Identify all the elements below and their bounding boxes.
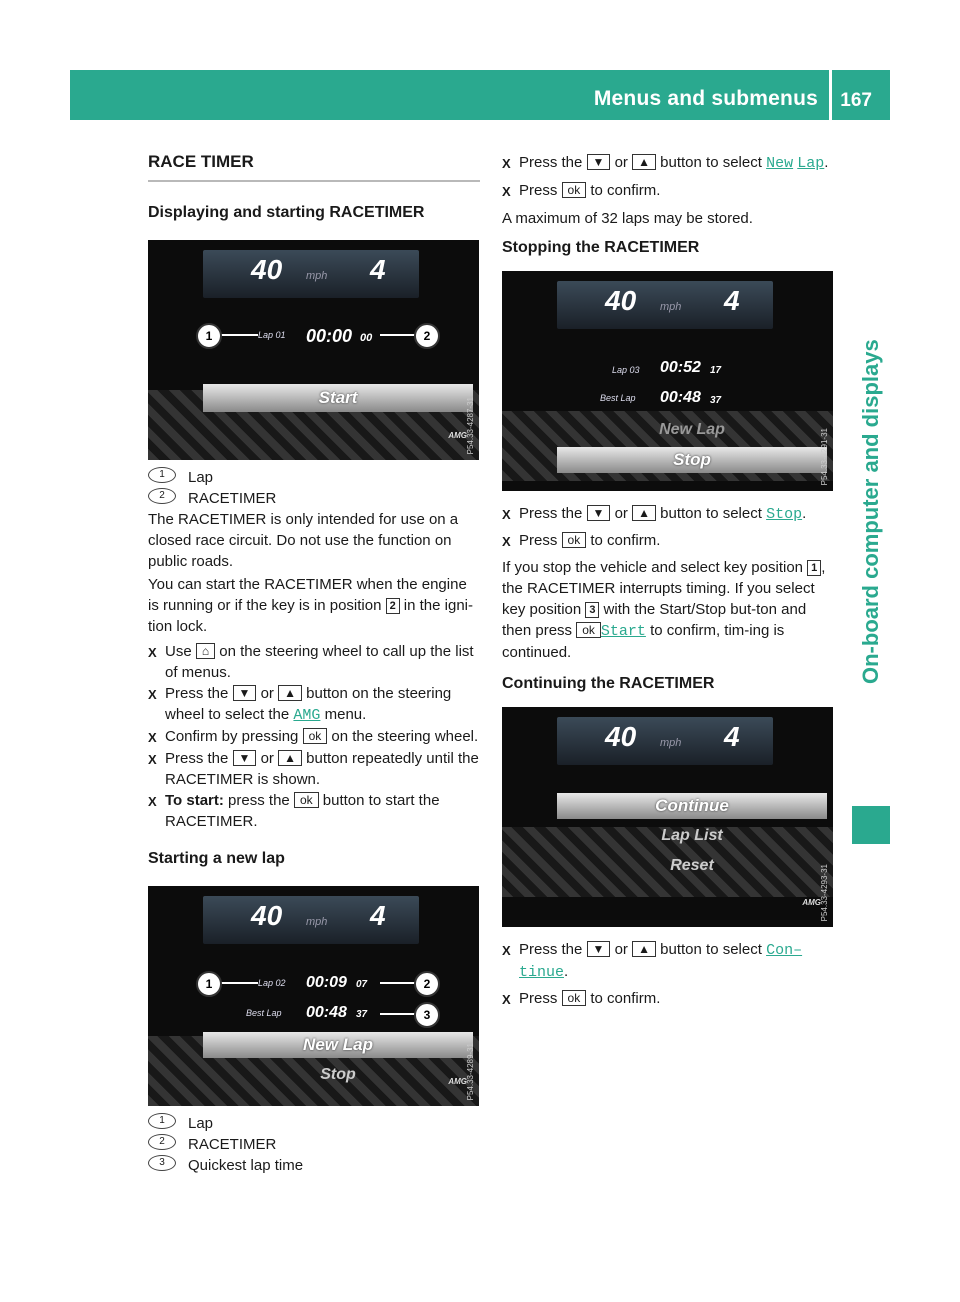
menu-new-lap: Lap	[797, 155, 825, 172]
lap-time: 00:09	[306, 974, 347, 991]
ok-icon: ok	[303, 728, 328, 744]
paragraph-intended-use: The RACETIMER is only intended for use on a closed race circuit. Do not use the function on public roads.	[148, 511, 459, 570]
amg-logo: AMG	[448, 431, 467, 440]
callout-line	[218, 334, 258, 336]
text: You can start the RACETIMER when the engine is running or if the key is in position	[148, 576, 467, 614]
legend-item	[148, 488, 480, 509]
reset-item: Reset	[670, 857, 714, 874]
lap-list-item: Lap List	[661, 827, 723, 844]
callout-1: 1	[196, 971, 222, 997]
best-lap-label: Best Lap	[600, 393, 636, 403]
amg-logo: AMG	[448, 1077, 467, 1086]
down-arrow-icon: ▼	[233, 685, 257, 701]
gear-value: 4	[724, 285, 740, 316]
start-label: Start	[318, 388, 358, 407]
menu-continue: tinue	[519, 964, 565, 981]
lap-time: 00:00	[306, 326, 353, 346]
section-title: RACE TIMER	[148, 152, 480, 182]
menu-amg: AMG	[293, 707, 321, 724]
figure-code: P54.33-4289-31	[466, 1042, 475, 1100]
legend-number: 2	[148, 1134, 176, 1150]
up-arrow-icon: ▲	[278, 685, 302, 701]
legend-text: Lap	[188, 1115, 214, 1132]
ok-icon: ok	[294, 792, 319, 808]
down-arrow-icon: ▼	[233, 750, 257, 766]
step: X Press ok to confirm.	[502, 990, 661, 1007]
callout-2: 2	[414, 971, 440, 997]
figure-racetimer-new-lap	[148, 886, 479, 1106]
callout-line	[218, 982, 258, 984]
side-tab-label: On-board computer and displays	[858, 339, 883, 684]
menu-continue: Con–	[766, 942, 803, 959]
key-position-1: 1	[807, 560, 821, 576]
lap-time-small: 07	[356, 979, 368, 990]
callout-2: 2	[414, 323, 440, 349]
step: X Press ok to confirm.	[502, 532, 661, 549]
speed-value: 40	[605, 285, 637, 316]
down-arrow-icon: ▼	[587, 505, 611, 521]
up-arrow-icon: ▲	[278, 750, 302, 766]
up-arrow-icon: ▲	[632, 505, 656, 521]
menu-new-lap: New	[766, 155, 794, 172]
ok-icon: ok	[576, 622, 601, 638]
heading-stop: Stopping the RACETIMER	[502, 239, 700, 256]
lap-label: Lap 02	[258, 978, 286, 988]
figure-code: P54.33-4291-31	[820, 427, 829, 485]
lap-time: 00:52	[660, 359, 701, 376]
legend-number: 2	[148, 488, 176, 504]
step: X Use ⌂ on the steering wheel to call up the list of menus.	[148, 643, 474, 681]
lap-time-small: 17	[710, 365, 722, 376]
paragraph-stop-info: If you stop the vehicle and select key position 1 , the RACETIMER interrupts timing. If you select key position 3 with the Start/Stop but-ton and then press ok Start to confirm, tim-ing is continued.	[502, 559, 826, 661]
best-lap-time-small: 37	[356, 1009, 368, 1020]
ok-icon: ok	[562, 182, 587, 198]
legend-item	[148, 1113, 480, 1134]
up-arrow-icon: ▲	[632, 154, 656, 170]
speed-unit: mph	[660, 301, 682, 313]
legend-item	[148, 1155, 480, 1176]
right-column	[502, 152, 834, 1010]
figure-code: P54.33-4293-31	[820, 863, 829, 921]
speed-value: 40	[251, 900, 283, 931]
down-arrow-icon: ▼	[587, 941, 611, 957]
paragraph-start-conditions	[148, 574, 480, 637]
ok-icon: ok	[562, 990, 587, 1006]
speed-value: 40	[251, 254, 283, 285]
heading-continue: Continuing the RACETIMER	[502, 675, 715, 692]
lap-label: Lap 03	[612, 365, 640, 375]
legend-2	[148, 1113, 480, 1176]
continue-item	[557, 793, 827, 819]
legend-text: RACETIMER	[188, 1136, 277, 1153]
menu-start: Start	[600, 623, 646, 640]
legend-item	[148, 1134, 480, 1155]
start-button	[203, 384, 473, 412]
figure-racetimer-continue	[502, 707, 833, 927]
gear-value: 4	[370, 254, 386, 285]
page-number: 167	[840, 90, 872, 111]
text: in the igni-tion lock.	[148, 597, 473, 635]
side-tab-block	[852, 806, 890, 844]
best-lap-time-small: 37	[710, 395, 722, 406]
step: X Press the ▼ or ▲ button to select Stop.	[502, 505, 807, 523]
legend-item	[148, 467, 480, 488]
figure-racetimer-stop	[502, 271, 833, 491]
steps-start	[148, 641, 480, 832]
lap-time-small: 00	[360, 332, 373, 344]
speed-value: 40	[605, 721, 637, 752]
legend-text: Quickest lap time	[188, 1157, 304, 1174]
legend-text: RACETIMER	[188, 490, 277, 507]
amg-logo: AMG	[802, 898, 821, 907]
ok-icon: ok	[562, 532, 587, 548]
new-lap-label: New Lap	[303, 1035, 373, 1054]
stop-label: Stop	[673, 450, 711, 469]
callout-line	[380, 334, 416, 336]
new-lap-item	[203, 1032, 473, 1058]
lap-label: Lap 01	[258, 330, 286, 340]
step: X Confirm by pressing ok on the steering wheel.	[148, 728, 479, 745]
key-position-3: 3	[585, 602, 599, 618]
header-title: Menus and submenus	[593, 87, 818, 110]
speed-unit: mph	[306, 916, 328, 928]
step: X Press the ▼ or ▲ button on the steering wheel to select the AMG menu.	[148, 685, 452, 724]
header-divider	[829, 70, 832, 120]
heading-new-lap: Starting a new lap	[148, 850, 285, 867]
key-position-2: 2	[386, 598, 400, 614]
page-header	[70, 70, 890, 120]
callout-line	[380, 982, 416, 984]
step: X To start: press the ok button to start the RACETIMER.	[148, 792, 440, 830]
legend-number: 1	[148, 1113, 176, 1129]
gear-value: 4	[724, 721, 740, 752]
legend-text: Lap	[188, 469, 214, 486]
heading-display: Displaying and starting RACETIMER	[148, 204, 425, 221]
figure-racetimer-start	[148, 240, 479, 460]
new-lap-item: New Lap	[659, 421, 725, 438]
gear-value: 4	[370, 900, 386, 931]
legend-number: 3	[148, 1155, 176, 1171]
best-lap-time: 00:48	[660, 389, 701, 406]
stop-item: Stop	[320, 1066, 356, 1083]
speed-unit: mph	[306, 270, 328, 282]
menu-stop: Stop	[766, 506, 803, 523]
stop-button	[557, 447, 827, 473]
figure-code: P54.33-4287-31	[466, 396, 475, 454]
step: X Press ok to confirm.	[502, 182, 661, 199]
step: X Press the ▼ or ▲ button to select New Lap.	[502, 154, 829, 172]
legend-number: 1	[148, 467, 176, 483]
speed-unit: mph	[660, 737, 682, 749]
callout-line	[380, 1013, 416, 1015]
left-column	[148, 152, 480, 1176]
step: X Press the ▼ or ▲ button to select Con– tinue.	[502, 941, 803, 981]
best-lap-time: 00:48	[306, 1004, 347, 1021]
callout-1: 1	[196, 323, 222, 349]
up-arrow-icon: ▲	[632, 941, 656, 957]
paragraph-max-laps: A maximum of 32 laps may be stored.	[502, 210, 753, 227]
down-arrow-icon: ▼	[587, 154, 611, 170]
step: X Press the ▼ or ▲ button repeatedly until the RACETIMER is shown.	[148, 750, 479, 788]
legend-1	[148, 467, 480, 509]
callout-3: 3	[414, 1002, 440, 1028]
home-icon: ⌂	[196, 643, 215, 659]
continue-label: Continue	[655, 796, 729, 815]
best-lap-label: Best Lap	[246, 1008, 282, 1018]
